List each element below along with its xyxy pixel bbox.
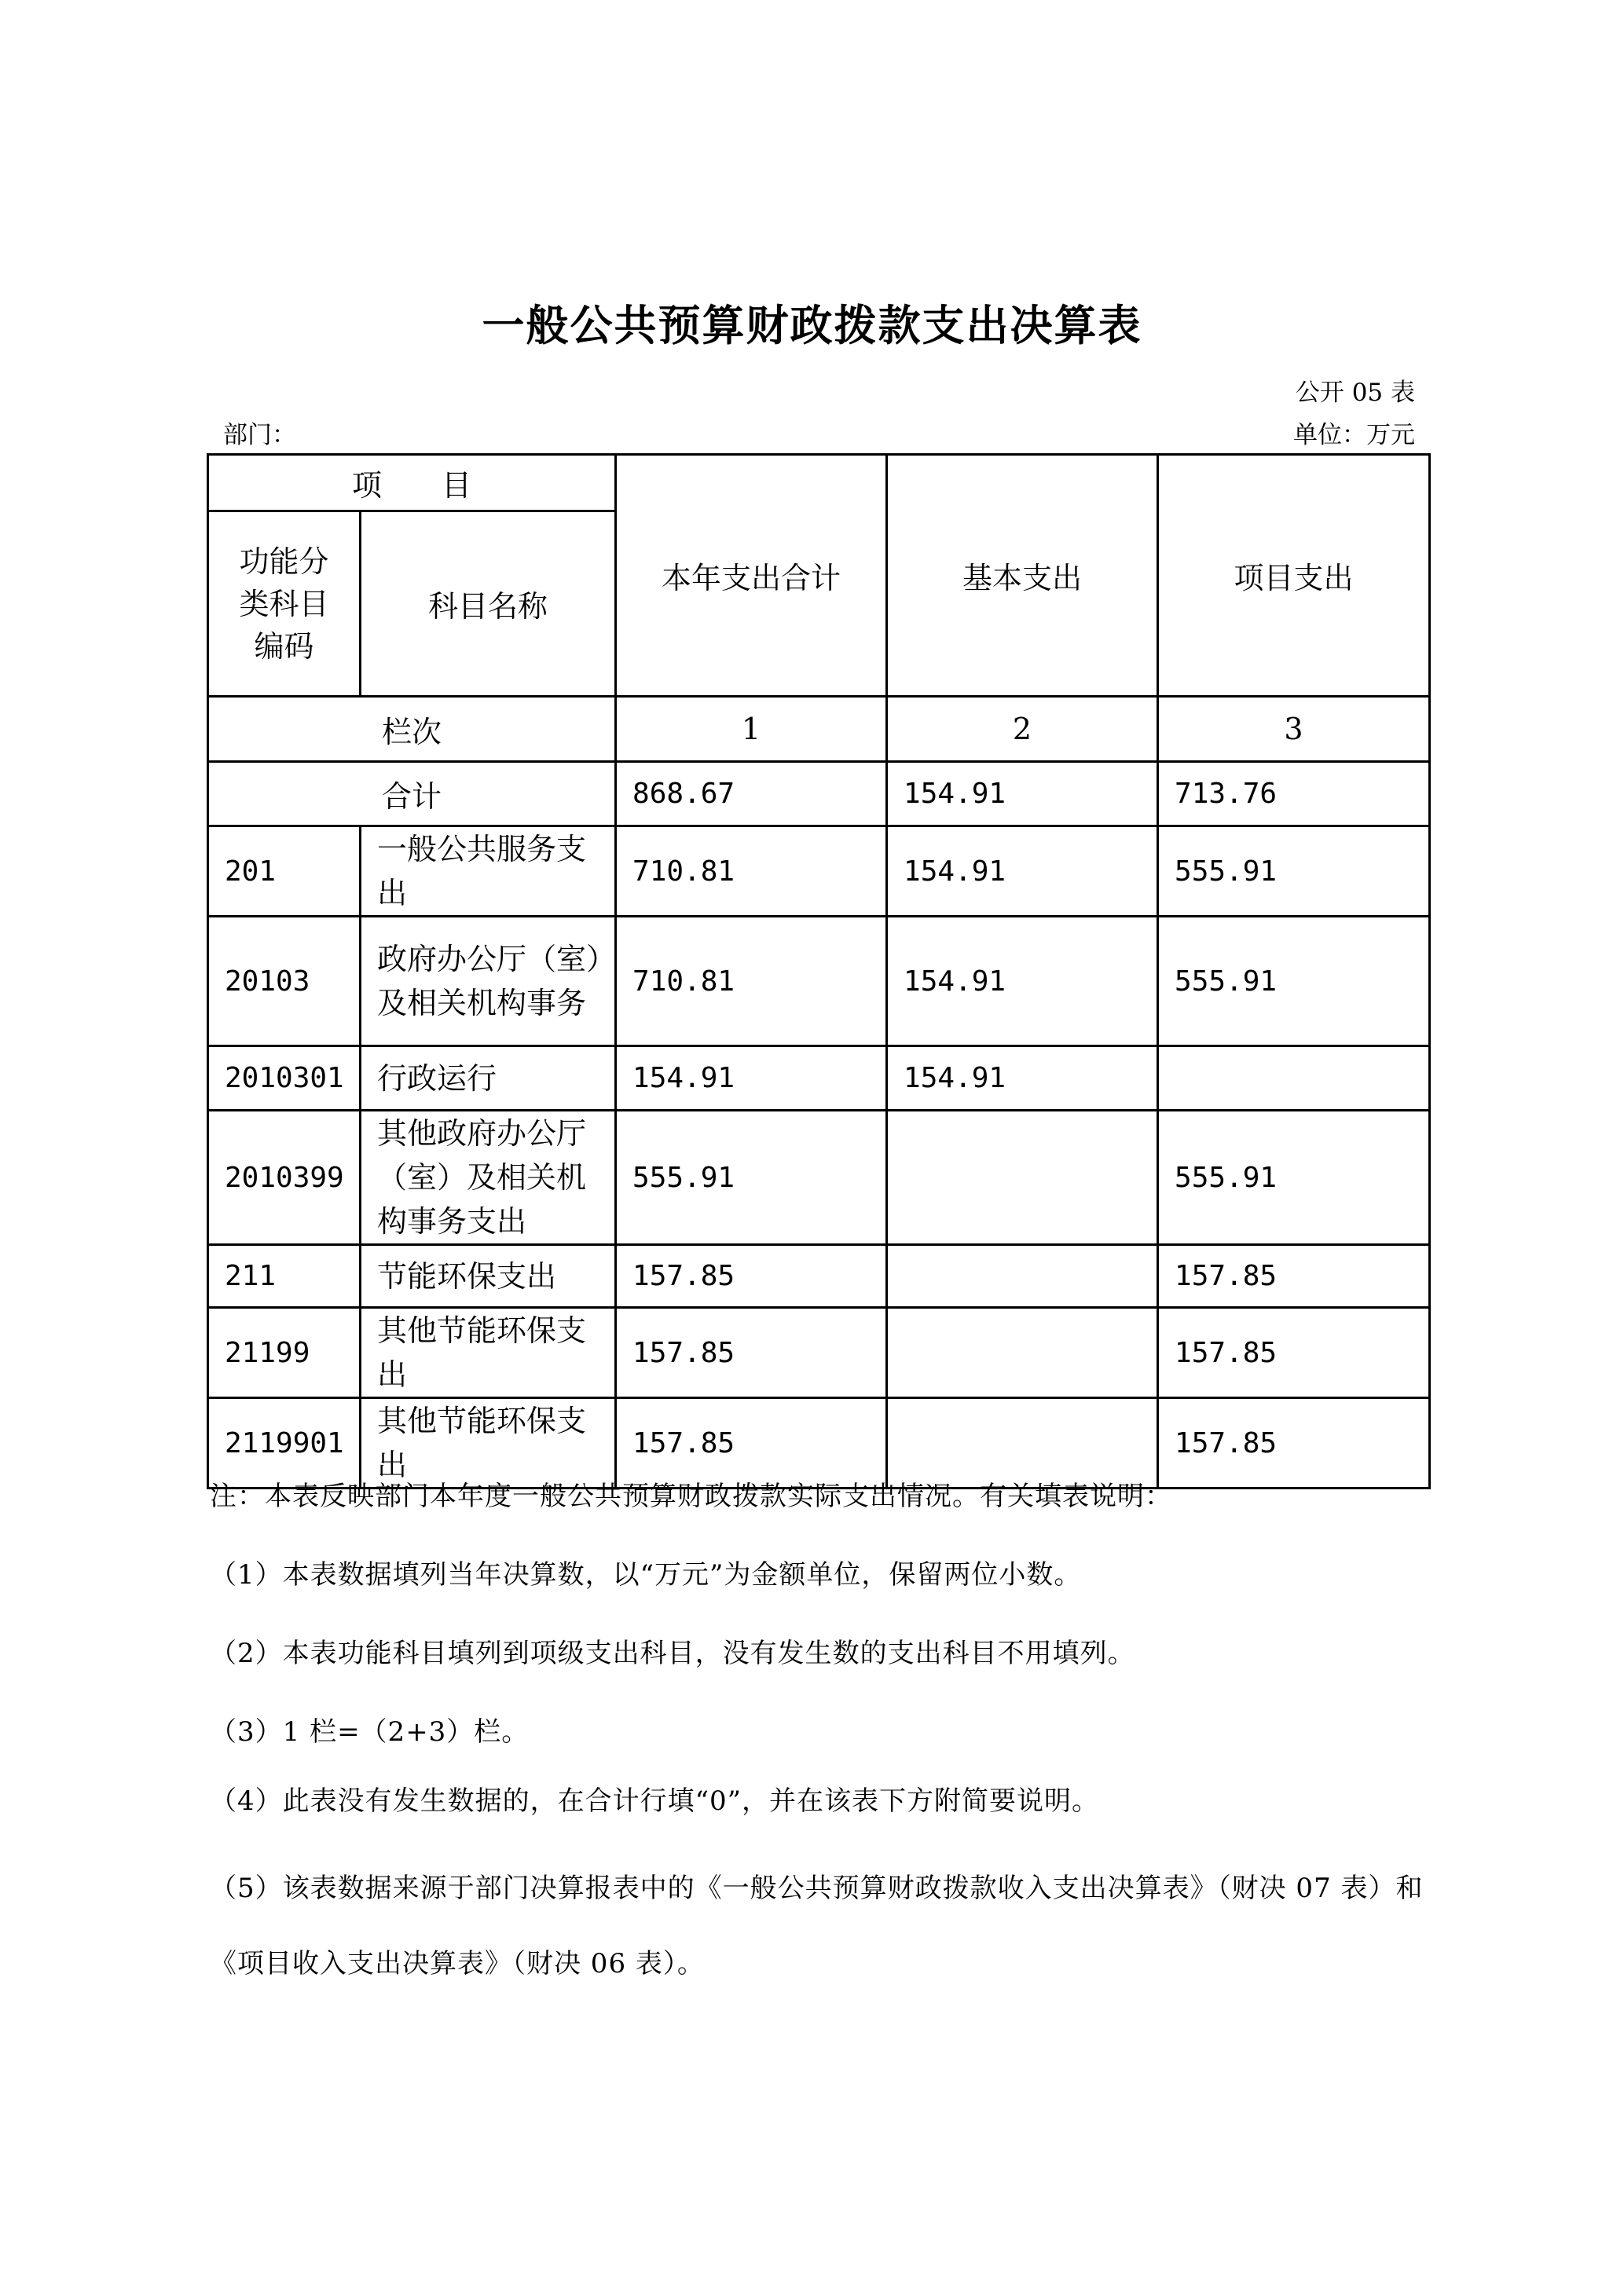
row-name: 一般公共服务支出 <box>361 826 616 917</box>
expenditure-table <box>207 453 1431 1489</box>
unit-label: 单位：万元 <box>1293 421 1415 449</box>
column-no-1: 1 <box>616 697 887 762</box>
row-col3: 157.85 <box>1158 1245 1430 1308</box>
header-project: 项 目 <box>208 455 616 511</box>
header-total-expenditure: 本年支出合计 <box>616 455 887 697</box>
row-col3: 157.85 <box>1158 1398 1430 1489</box>
column-no-3: 3 <box>1158 697 1430 762</box>
column-order-label: 栏次 <box>208 697 616 762</box>
row-code: 2010301 <box>208 1046 361 1111</box>
row-col2 <box>887 1111 1158 1245</box>
row-code: 211 <box>208 1245 361 1308</box>
row-name: 政府办公厅（室）及相关机构事务 <box>361 917 616 1046</box>
row-code: 2119901 <box>208 1398 361 1489</box>
row-col2: 154.91 <box>887 826 1158 917</box>
row-col3 <box>1158 1046 1430 1111</box>
form-number: 公开 05 表 <box>1295 379 1415 407</box>
row-col3: 555.91 <box>1158 917 1430 1046</box>
row-col2 <box>887 1398 1158 1489</box>
total-label: 合计 <box>208 762 616 826</box>
row-col3: 555.91 <box>1158 1111 1430 1245</box>
row-col2: 154.91 <box>887 1046 1158 1111</box>
row-col1: 157.85 <box>616 1308 887 1398</box>
note-item: （5）该表数据来源于部门决算报表中的《一般公共预算财政拨款收入支出决算表》（财决 07 表）和《项目收入支出决算表》（财决 06 表）。 <box>210 1873 1424 1979</box>
header-basic-expenditure: 基本支出 <box>887 455 1158 697</box>
note-item: （1）本表数据填列当年决算数，以“万元”为金额单位，保留两位小数。 <box>210 1559 1082 1591</box>
table-row <box>208 917 1430 1046</box>
note-item: （2）本表功能科目填列到项级支出科目，没有发生数的支出科目不用填列。 <box>210 1638 1135 1669</box>
row-name: 其他节能环保支出 <box>361 1398 616 1489</box>
table-row <box>208 1111 1430 1245</box>
row-code: 201 <box>208 826 361 917</box>
column-no-2: 2 <box>887 697 1158 762</box>
row-code: 21199 <box>208 1308 361 1398</box>
row-col1: 555.91 <box>616 1111 887 1245</box>
header-function-code: 功能分类科目编码 <box>208 511 361 697</box>
page-title: 一般公共预算财政拨款支出决算表 <box>482 300 1142 350</box>
table-row <box>208 1046 1430 1111</box>
note-item: （3）1 栏=（2+3）栏。 <box>210 1716 530 1748</box>
row-col3: 157.85 <box>1158 1308 1430 1398</box>
row-col1: 154.91 <box>616 1046 887 1111</box>
row-name: 其他政府办公厅（室）及相关机构事务支出 <box>361 1111 616 1245</box>
row-col1: 710.81 <box>616 826 887 917</box>
table-row <box>208 1308 1430 1398</box>
row-code: 2010399 <box>208 1111 361 1245</box>
total-col1: 868.67 <box>616 762 887 826</box>
row-col3: 555.91 <box>1158 826 1430 917</box>
department-label: 部门： <box>223 421 296 449</box>
header-project-expenditure: 项目支出 <box>1158 455 1430 697</box>
row-col2 <box>887 1245 1158 1308</box>
row-name: 其他节能环保支出 <box>361 1308 616 1398</box>
total-col2: 154.91 <box>887 762 1158 826</box>
row-name: 节能环保支出 <box>361 1245 616 1308</box>
row-name: 行政运行 <box>361 1046 616 1111</box>
row-col2 <box>887 1308 1158 1398</box>
table-row <box>208 1245 1430 1308</box>
row-code: 20103 <box>208 917 361 1046</box>
row-col2: 154.91 <box>887 917 1158 1046</box>
total-col3: 713.76 <box>1158 762 1430 826</box>
row-col1: 157.85 <box>616 1245 887 1308</box>
total-row <box>208 762 1430 826</box>
note-intro: 注：本表反映部门本年度一般公共预算财政拨款实际支出情况。有关填表说明： <box>210 1481 1172 1512</box>
header-subject-name: 科目名称 <box>361 511 616 697</box>
row-col1: 157.85 <box>616 1398 887 1489</box>
note-item: （4）此表没有发生数据的，在合计行填“0”，并在该表下方附简要说明。 <box>210 1785 1100 1817</box>
row-col1: 710.81 <box>616 917 887 1046</box>
table-row <box>208 1398 1430 1489</box>
table-row <box>208 826 1430 917</box>
